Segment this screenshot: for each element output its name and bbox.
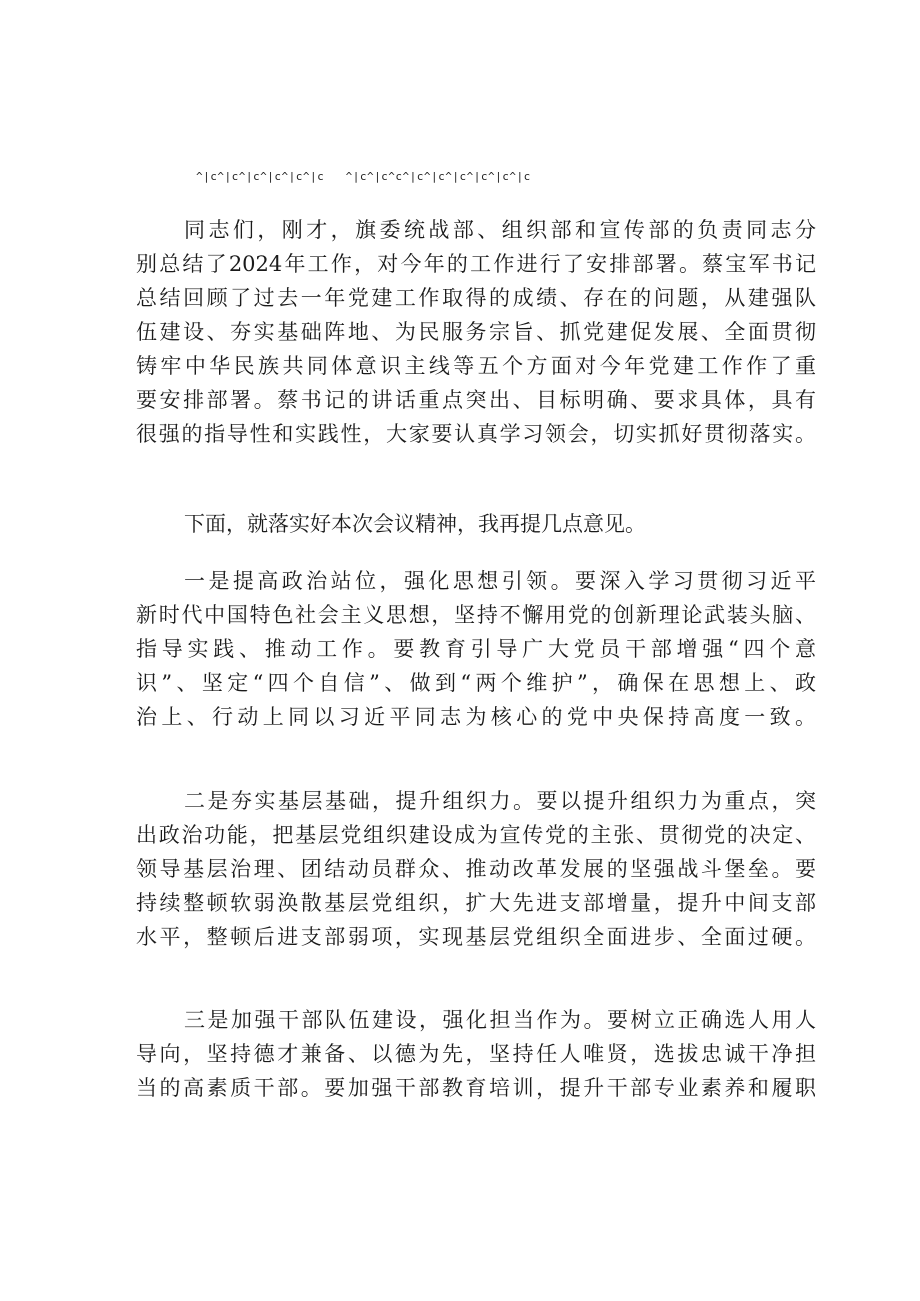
paragraph-line: 识”、坚定“四个自信”、做到“两个维护”，确保在思想上、政 <box>136 671 816 695</box>
paragraph-line: 新时代中国特色社会主义思想，坚持不懈用党的创新理论武装头脑、 <box>136 603 816 627</box>
paragraph-line: 很强的指导性和实践性，大家要认真学习领会，切实抓好贯彻落实。 <box>136 422 816 446</box>
paragraph-line: 持续整顿软弱涣散基层党组织，扩大先进支部增量，提升中间支部 <box>136 891 816 915</box>
paragraph-line: 同志们，刚才，旗委统战部、组织部和宣传部的负责同志分 <box>184 218 816 242</box>
paragraph-line: 领导基层治理、团结动员群众、推动改革发展的坚强战斗堡垒。要 <box>136 857 816 881</box>
paragraph-line: 铸牢中华民族共同体意识主线等五个方面对今年党建工作作了重 <box>136 354 816 378</box>
paragraph-point-two <box>136 784 816 954</box>
paragraph-line: 伍建设、夯实基础阵地、为民服务宗旨、抓党建促发展、全面贯彻 <box>136 320 816 344</box>
paragraph-line: 一是提高政治站位，强化思想引领。要深入学习贯彻习近平 <box>184 569 816 593</box>
paragraph-line: 水平，整顿后进支部弱项，实现基层党组织全面进步、全面过硬。 <box>136 925 816 949</box>
header-garbled-text: ^|c^|c^|c^|c^|c^|c ^|c^|c^c^|c^|c^|c^|c^|c^|c <box>196 170 531 183</box>
paragraph-line: 要安排部署。蔡书记的讲话重点突出、目标明确、要求具体，具有 <box>136 388 816 412</box>
paragraph-line: 出政治功能，把基层党组织建设成为宣传党的主张、贯彻党的决定、 <box>136 823 816 847</box>
paragraph-line: 指导实践、推动工作。要教育引导广大党员干部增强“四个意 <box>136 637 816 661</box>
paragraph-line: 二是夯实基层基础，提升组织力。要以提升组织力为重点，突 <box>184 789 816 813</box>
paragraph-opening <box>136 213 816 451</box>
paragraph-point-three <box>136 1003 816 1105</box>
paragraph-line: 总结回顾了过去一年党建工作取得的成绩、存在的问题，从建强队 <box>136 286 816 310</box>
paragraph-line: 当的高素质干部。要加强干部教育培训，提升干部专业素养和履职 <box>136 1076 816 1100</box>
paragraph-line: 导向，坚持德才兼备、以德为先，坚持任人唯贤，选拔忠诚干净担 <box>136 1042 816 1066</box>
paragraph-line: 治上、行动上同以习近平同志为核心的党中央保持高度一致。 <box>136 705 816 729</box>
paragraph-transition <box>136 507 816 541</box>
paragraph-line: 三是加强干部队伍建设，强化担当作为。要树立正确选人用人 <box>184 1008 816 1032</box>
paragraph-line: 别总结了2024年工作，对今年的工作进行了安排部署。蔡宝军书记 <box>136 252 816 276</box>
paragraph-line: 下面，就落实好本次会议精神，我再提几点意见。 <box>184 512 646 536</box>
paragraph-point-one <box>136 564 816 734</box>
